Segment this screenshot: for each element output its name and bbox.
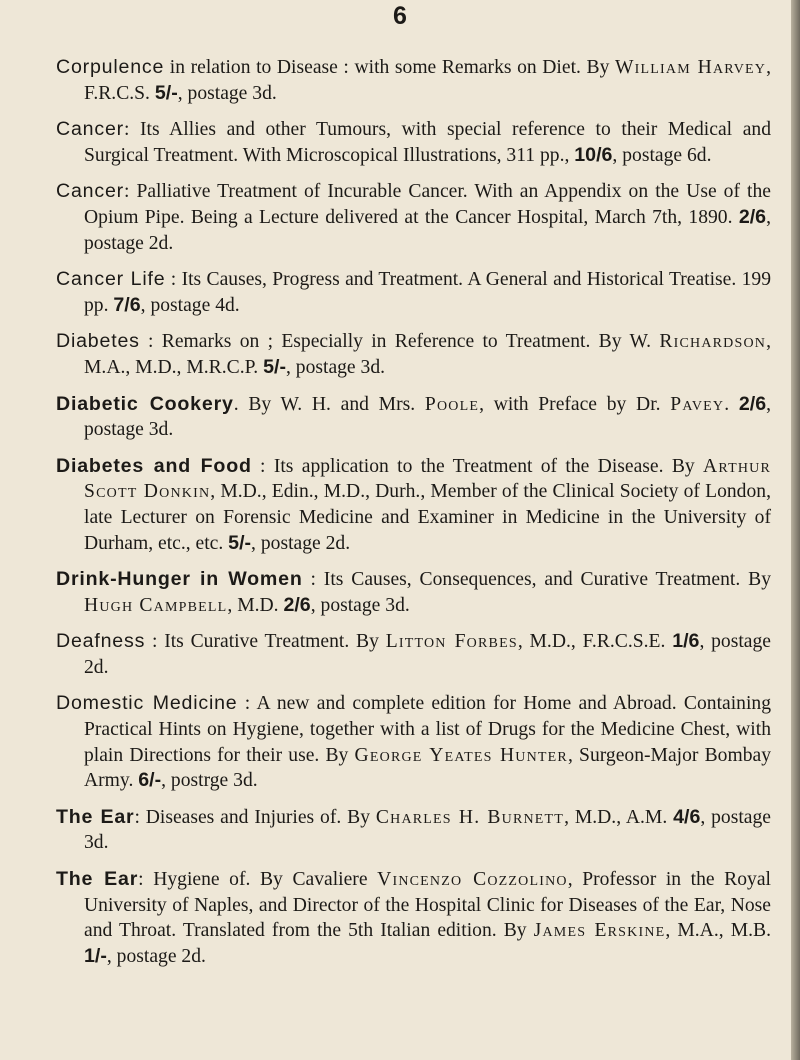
entry-price: 2/6 <box>283 593 311 616</box>
catalogue-entry <box>56 454 771 556</box>
entry-text: : Diseases and Injuries of. By <box>134 806 376 828</box>
page-edge-shadow <box>791 0 800 1060</box>
entry-text: in relation to Disease : with some Remarks on Diet. By <box>164 57 615 78</box>
entry-topic: Cancer Life <box>56 268 166 291</box>
catalogue-entry <box>56 805 771 856</box>
entry-price: 5/- <box>263 355 286 378</box>
entry-topic: The Ear <box>56 868 139 891</box>
entry-text: : Its Curative Treatment. By <box>145 631 386 653</box>
entry-postage: , postrge 3d. <box>161 770 258 792</box>
entry-topic: Diabetes and Food <box>56 454 252 477</box>
entry-topic: Drink-Hunger in Women <box>56 568 303 591</box>
entry-text-after-author: , M.D. <box>227 594 284 616</box>
entry-text-after-author: , Surgeon-Major Bombay Army. <box>84 744 771 792</box>
entry-postage: , postage 3d. <box>84 393 772 441</box>
entry-author: Richardson <box>659 331 767 353</box>
entry-postage: , postage 2d. <box>84 206 771 254</box>
entry-topic: Diabetic Cookery <box>56 392 234 415</box>
catalogue-entry <box>56 267 771 318</box>
catalogue-entry <box>56 629 771 680</box>
entry-text-after-author: , Professor in the Royal University of Naples, and Director of the Hospital Clinic for Diseases of the Ear, Nose and Throat. Translated from the 5th Italian edition. By <box>84 869 771 942</box>
catalogue-entries <box>56 55 771 980</box>
page-number: 6 <box>393 2 407 30</box>
entry-author: Poole <box>424 393 480 415</box>
entry-text-after-author: , M.D., Edin., M.D., Durh., Member of the Clinical Society of London, late Lecturer on Forensic Medicine and Examiner in Medicine in the University of Durham, etc., etc. <box>84 481 771 554</box>
entry-text-after-author: , M.D., A.M. <box>564 806 674 828</box>
entry-price: 10/6 <box>574 143 613 166</box>
entry-author: William Harvey <box>614 57 767 78</box>
entry-author-secondary: Pavey <box>670 393 725 415</box>
entry-text: : Its Allies and other Tumours, with special reference to their Medical and Surgical Treatment. With Microscopical Illustrations, 311 pp., <box>84 119 771 166</box>
catalogue-entry <box>56 179 771 256</box>
entry-text-after-author-secondary: , M.A., M.B. <box>665 920 771 942</box>
entry-author: Litton Forbes <box>385 631 518 653</box>
entry-text: : Palliative Treatment of Incurable Cancer. With an Appendix on the Use of the Opium Pipe. Being a Lecture delivered at the Cancer Hospital, March 7th, 1890. <box>84 181 771 228</box>
entry-price: 4/6 <box>673 805 701 828</box>
entry-price: 7/6 <box>113 293 141 316</box>
catalogue-entry <box>56 567 771 618</box>
entry-price: 5/- <box>228 531 252 554</box>
entry-price: 2/6 <box>738 205 767 228</box>
entry-text: : Remarks on ; Especially in Reference to Treatment. By W. <box>139 331 660 353</box>
entry-author: Charles H. Burnett <box>375 806 565 828</box>
catalogue-entry <box>56 867 771 969</box>
entry-topic: Diabetes <box>56 330 140 353</box>
entry-text-after-author: , M.A., M.D., M.R.C.P. <box>84 331 771 378</box>
entry-postage: , postage 2d. <box>84 631 771 678</box>
entry-text: : A new and complete edition for Home and Abroad. Containing Practical Hints on Hygiene, together with a list of Drugs for the Medicine Chest, with plain Directions for their use. By <box>84 693 771 766</box>
entry-topic: Domestic Medicine <box>56 692 238 715</box>
entry-author: Arthur Scott Donkin <box>84 455 771 503</box>
entry-text: : Its Causes, Progress and Treatment. A General and Historical Treatise. 199 pp. <box>84 269 772 316</box>
entry-topic: Cancer <box>56 180 124 203</box>
catalogue-entry <box>56 329 771 380</box>
catalogue-entry <box>56 691 771 793</box>
entry-author: George Yeates Hunter <box>354 744 568 766</box>
entry-text-after-author-secondary: . <box>724 393 739 415</box>
entry-price: 1/6 <box>672 630 700 653</box>
entry-postage: , postage 3d. <box>84 806 771 854</box>
catalogue-entry <box>56 55 771 106</box>
entry-text: : Hygiene of. By Cavaliere <box>138 869 378 891</box>
entry-postage: , postage 6d. <box>612 144 712 166</box>
entry-text-after-author: , F.R.C.S. <box>84 57 771 104</box>
entry-postage: , postage 3d. <box>310 594 410 616</box>
entry-topic: The Ear <box>56 805 135 828</box>
entry-text: : Its application to the Treatment of the Disease. By <box>251 455 704 477</box>
entry-price: 2/6 <box>738 392 767 415</box>
catalogue-entry <box>56 392 771 443</box>
catalogue-entry <box>56 117 771 168</box>
entry-text: : Its Causes, Consequences, and Curative Treatment. By <box>302 569 771 591</box>
entry-postage: , postage 2d. <box>106 945 206 967</box>
entry-text-after-author: , M.D., F.R.C.S.E. <box>517 631 673 653</box>
entry-postage: , postage 3d. <box>177 82 277 104</box>
entry-postage: , postage 2d. <box>251 532 351 554</box>
entry-text-after-author: , with Preface by Dr. <box>479 393 671 415</box>
entry-topic: Cancer <box>56 118 124 141</box>
entry-topic: Deafness <box>56 630 146 653</box>
entry-text: . By W. H. and Mrs. <box>233 393 425 415</box>
entry-postage: , postage 4d. <box>140 294 240 316</box>
entry-author: Hugh Campbell <box>84 594 228 616</box>
entry-price: 1/- <box>84 944 107 967</box>
entry-price: 5/- <box>154 81 178 104</box>
entry-author-secondary: James Erskine <box>533 920 666 942</box>
entry-postage: , postage 3d. <box>285 356 386 378</box>
entry-topic: Corpulence <box>56 56 165 78</box>
entry-price: 6/- <box>138 769 162 792</box>
entry-author: Vincenzo Cozzolino <box>377 869 568 891</box>
